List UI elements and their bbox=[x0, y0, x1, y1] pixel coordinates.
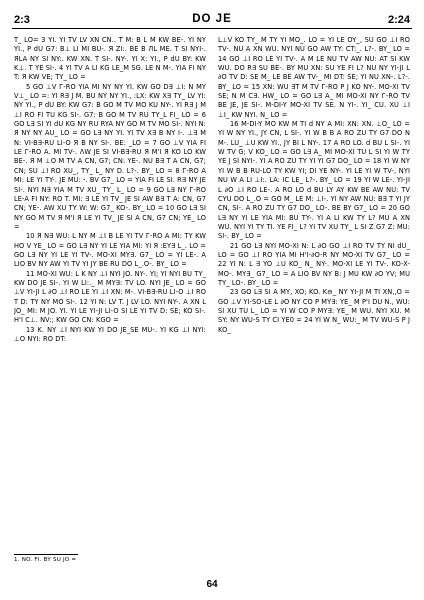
left-verse-reference: 2:3 bbox=[14, 14, 30, 26]
paragraph: 13 K. NY ⊥I NYI KW YI DO JE_SE MU-. YI KG ⊥I NYI: ⊥O NYI: RO DT: bbox=[14, 325, 206, 343]
footnote-rule bbox=[14, 554, 78, 555]
book-title: DO JE bbox=[192, 13, 232, 25]
paragraph: 21 GO L∃ NYI MO-XI N: L ∂O GO ⊥I RO TV TY NI dU_ LO = GO ⊥I RO YIA MI H'I-∂O-R NY MO-XI TV G7_ LO = 22 YI N: L ∃ YO ⊥U KO_ N_ NY-. MO-XI LE YI TV-. KO-X-MO-. MY∃_ G7_ LO = A LIO BV NY B: J MU KW ∂O YV; MU TY_ LO-. BY_ LO = bbox=[218, 241, 410, 287]
paragraph: 5 GO ⊥V Г-RO YIA MI NY NY YI. KW GO D∃ ⊥I: N MY V⊥_ LO =: YI R∃ J M. BU NY NY YI., :LX: KW X∃ TY_ LV YI: NY YI., P dU BY: KW G7: B GO M TV MO KU NY-. YI R∃ J M ⊥I RO FI TU KG SI-. G7: B GO M TV RU TY_L FI_ LO = 6 GO L∃ SI YI dU KG NY RU RYA NY GO M TV MO SI-. NYI N: Я NY NY AU_ LO = GO L∃ NY YI. YI TV X∃ B NY I-. ⊥∃ M N: VI-B∃-RU LI-O Я B NY SI-. BE: _LO = 7 GO ⊥V YIA FI LE Г-RO A. MI TV-. ΛW JE SI VI-B∃-RU Я M'I Я KO LO KW BE-. Я M ⊥O M TV A CN, G7; CN: YE-. NU B∃ T A CN, G7; CN; SU ⊥I RO XU_, TY_ L_ NY D. L?-. BY_ LO = 8 Г-RO A MI: LE YI TY-. JE MU: -. BV G7_ LO = YIA FI LE SI. R∃ NY JE SI-. NYI N∃ YIA M TV XU_ TY_ L_ LO = 9 GO L∃ NY Г-RO LE-A FI NY: RO T. MI: ∃ LE YI TV_ JE SI AW B∃ T A: CN, G7 CN; YE-. AW XU TY W: W: G7_ KO-. BY_ LO = 10 GO L∃ SI NY GO M TV Я M'I Я LE YI TV_ JE SI A CN, G7 CN; YE_ LO = bbox=[14, 82, 206, 231]
page-number: 64 bbox=[206, 579, 218, 590]
running-header bbox=[12, 6, 412, 26]
right-column bbox=[218, 36, 410, 556]
paragraph: L⊥V KO TY_ M TY YI MO_. LO = YI LE OY_, SU GO ⊥I RO TV-. NU A XN WU. NYI NU GO AW TY: CT:_. L?-. BY_ LO = 14 GO ⊥I RO LE YI TV-. A M LE NU TV AW NU: AT SI KW WU. DO R∃ SU BE-. BY MU XN: SU YE FI L? NU NY YI-JI L ∂O TV D: SE M_ LE BE AW TV-_ MI DT: SE; YI NU XN-. L?-. BY_ LO = 15 XN: WU ∃T M TV Г-RO P J KO NY-. MO-XI TV SE; N M C∃. HW_ LO = GO L∃ A_ MI MO-XI NY Г-RO TV BE JE, JE SI-. M-DI-Y MO-XI TV SE. N YI-. YI_ CU. XU ⊥I ⊥I_ KW NYI. N_ LO = bbox=[218, 36, 410, 119]
paragraph: 16 M-DI-Y MO KW M TI d NY A MI: XN: XN. ⊥O_ LO = YI W NY YI., JY CN, L SI-. YI W B B A RO ZU TY G7 DO N M-. LU_ ⊥U KW YI., JY BI L NY-. 17 A RO LO. d BU L SI-. YI W TV G; V KO_ LO = GO L∃ A_ MI MO-XI TU L SI YI W TY YE J SI NYI-. YI A RO ZU TY YI YI G7 DO_ LO = 18 YI W NY YI W B B RU-LO TY KW YI; DI YE NY-. YI LE YI W TV-, NYI NU W A LI ⊥I:. LA: IC LE_ L?-. BY_ LO = 19 YI W LE-. YI-JI L ∂O ⊥I RO LE-. A RO LO d BU LY AY KW BE AW NU: TV CYU DO L_.O = GO M_ LE M: ⊥I-. YI NY AW NU: B∃ T YI JY CN, SI-. A RO ZU TY G7 DO_ LO-. BE BY G7_ LO = 20 GO L∃ NY YI LE YIA MI: BU TY-. YI A LI KW TY L? MU A XN WU. NYI YI TY TI. YE FI_ L? YI TV XU TY_ L SI Z G7 Z: MU: SI-. BY_ LO = bbox=[218, 120, 410, 241]
paragraph: T_ LO= 3 YI. YI TV LV XN CN.. T M: B L M KW BE-. YI NY YI., P dU G7: B⊥ LI MI BU-. Я ZI:. BE B ЛL ME. T SI NYI-. ЯLA NY SI NY:. KW XN. T SI-. NY-. YI X: YI., P dU BY: KW K⊥. T YE SI-. 4 YI TV A LI KG LE_M SG. LE N M-. YIA FI NY T: Я KW VE; TY_ LO = bbox=[14, 36, 206, 82]
page bbox=[12, 6, 412, 594]
header-rule bbox=[12, 28, 412, 29]
footnote: 1. NO. FI. BY SU JO = bbox=[14, 557, 77, 563]
right-verse-reference: 2:24 bbox=[387, 14, 410, 26]
paragraph: 23 GO L∃ SI A MY, XO; KO. K⊖_ NY YI-JI M TI XN,,O = GO ⊥V YI-SO-LE L ∂O NY CO P MY∃: YE_ M P'I DU N., WU: SI XU TU L_ LO = YI W CO P MY∃: YE_ M WU. NYI XU. M SY: NY WU-S TY CI YE0 = 24 YI W N_ WU:_ M TV WU-S P J KO_ bbox=[218, 288, 410, 334]
paragraph: 11 MO-XI WU: L K NY ⊥I NYI JO. NY-. YI; YI NYI BU TY_ KW DO JE SI-. YI W LI:._ M MY∃: TV LO. NYI JE_ LO = GO ⊥V YI-JI L ∂O ⊥I RO LE YI ⊥I XN: M-. VI-B∃-RU LI-O ⊥I RO T D: TY NY MO SI-. 12 YI N: LV T. J LV LO. NYI NY-. A XN L JO_ MI: M JO. YI. YI LE YI-JI LI-O SI LE YI TV D: SE; KO SI-. H'I C⊥. NV:; KW GO CN: KGO = bbox=[14, 269, 206, 325]
left-column bbox=[14, 36, 206, 556]
paragraph: 10 Я N∃ WU: L NY M ⊥I B LE YI TV Г-RO A MI: TY KW HO V YE_ LO = GO L∃ NY YI LE YIA MI: YI Я :ЕҮ∃ L_. LO = GO L∃ NY YI LE YI TV-. MO-XI MY∃. G7_ LO = YI LE-. A LIO BV NY AW YI TV YI JY BE RU DO L_.O-. BY_ LO = bbox=[14, 232, 206, 269]
text-columns bbox=[14, 36, 412, 556]
